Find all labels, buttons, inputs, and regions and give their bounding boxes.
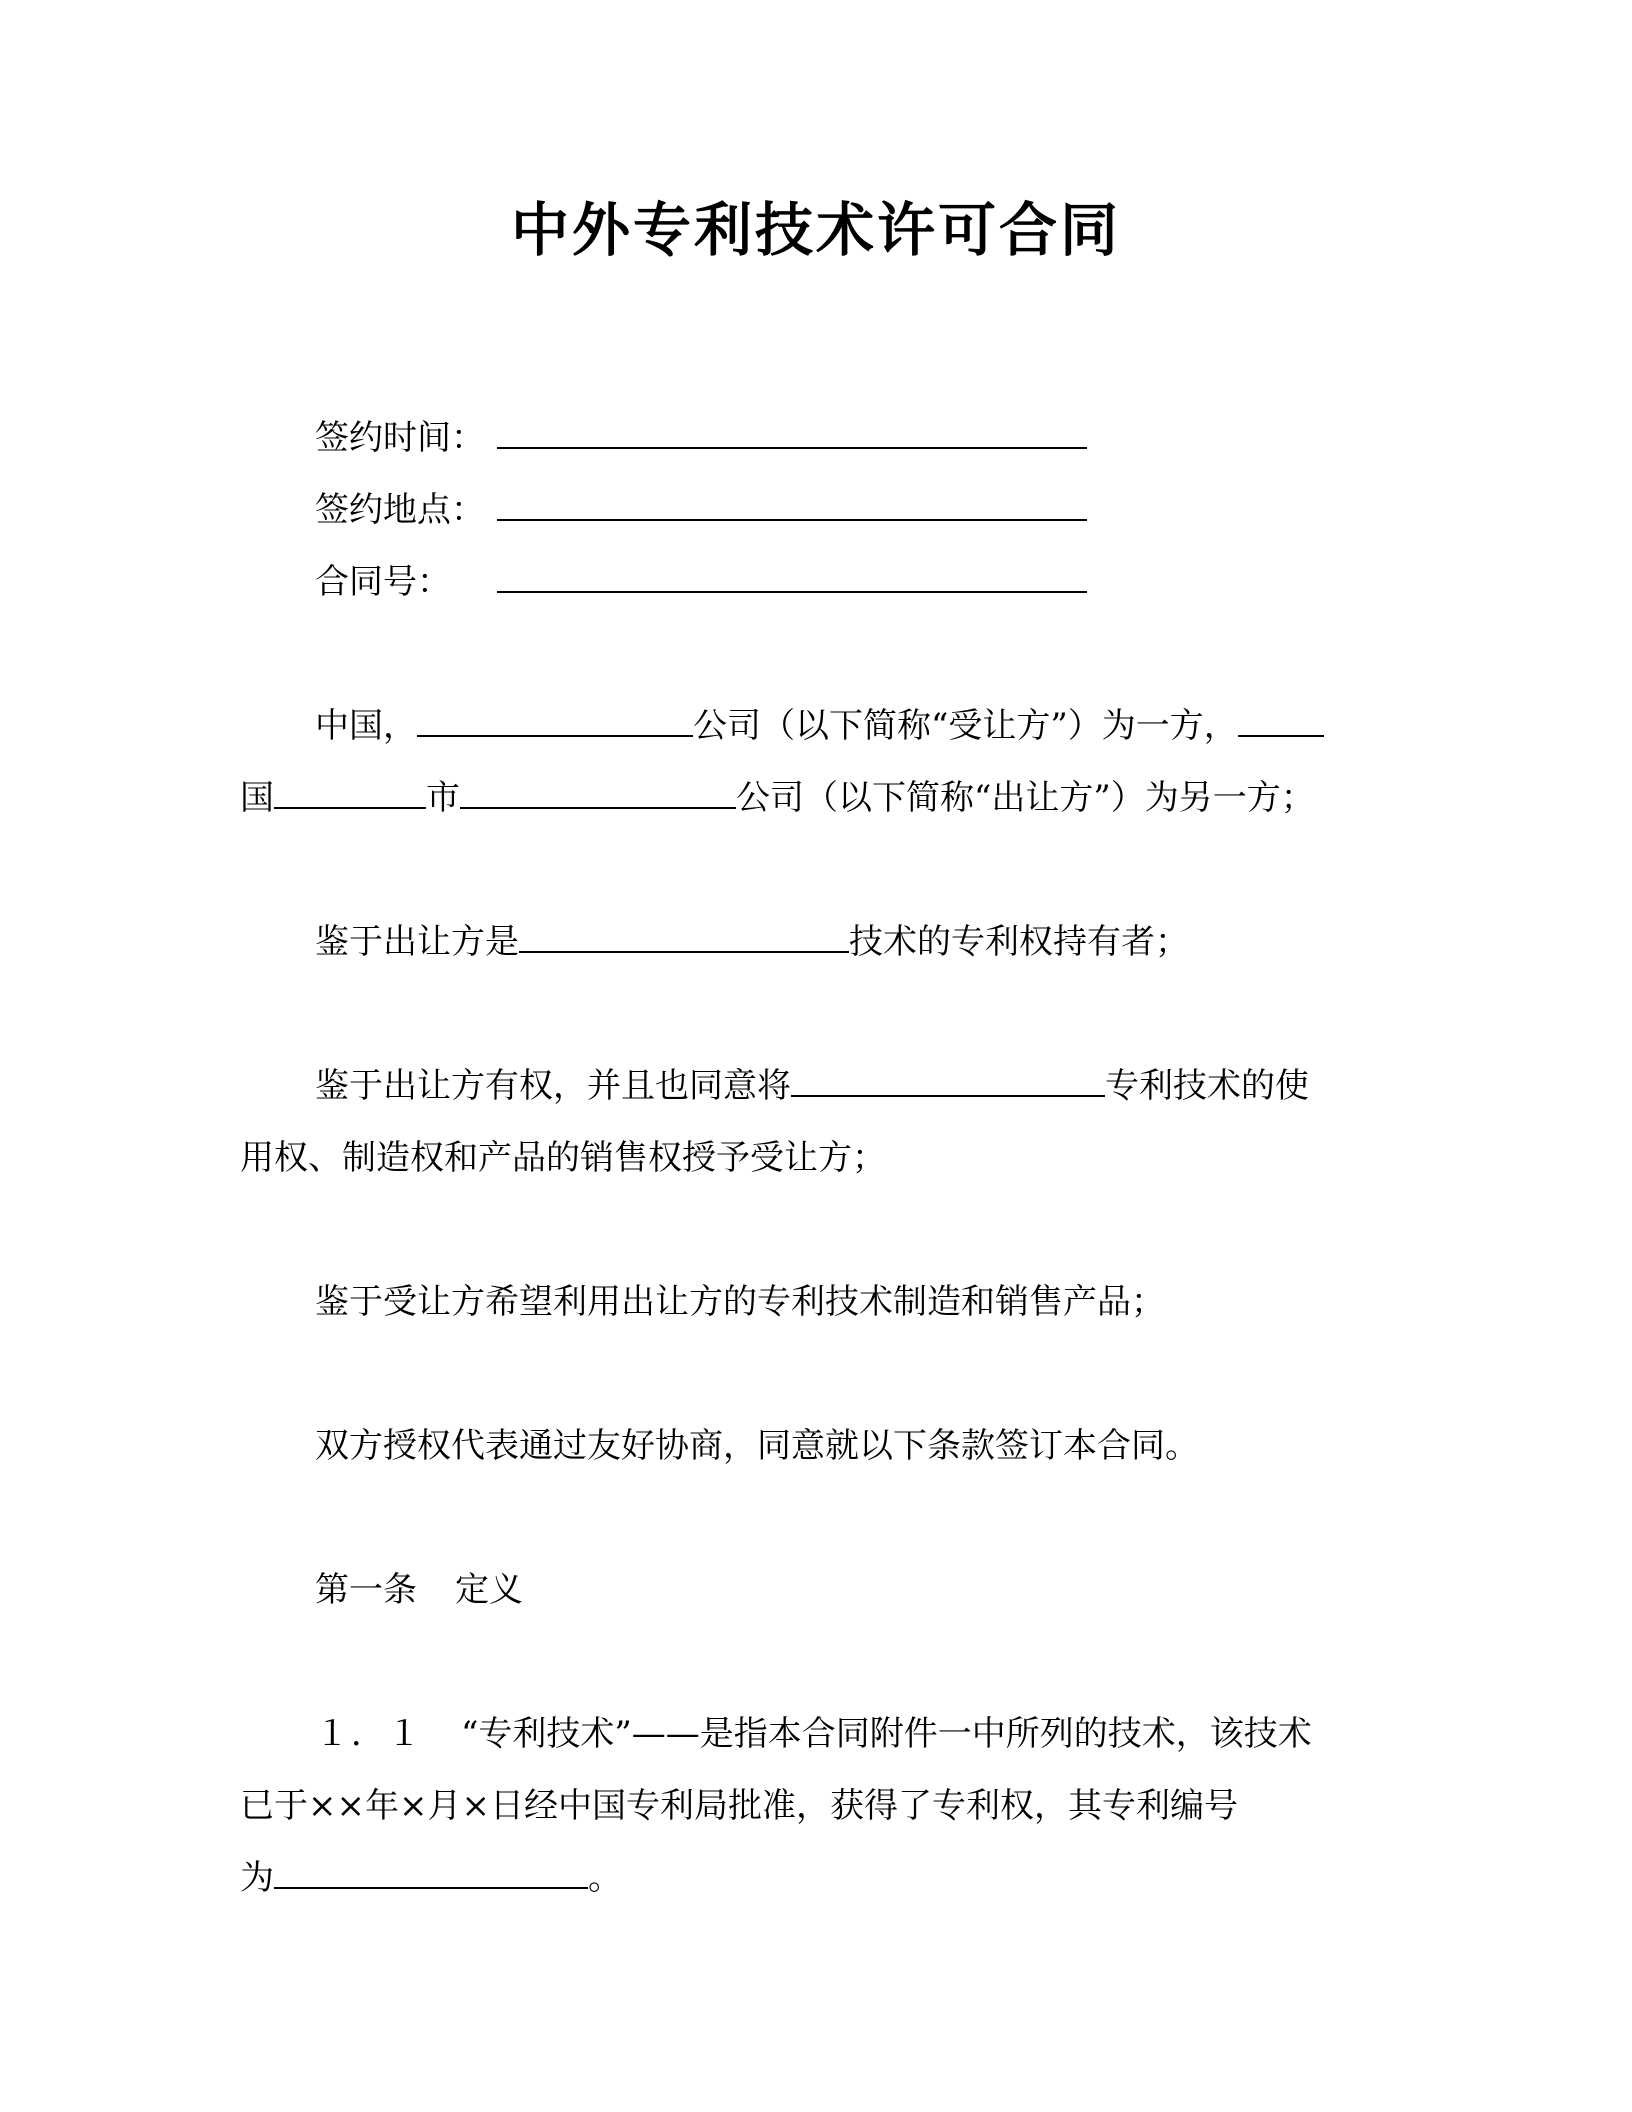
sign-date-blank <box>497 417 1087 449</box>
contract-number-row <box>315 558 1475 606</box>
assignor-text: 公司（以下简称“出让方”）为另一方； <box>736 778 1315 818</box>
whereas-2-line-2: 用权、制造权和产品的销售权授予受让方； <box>240 1138 886 1178</box>
article-1-heading <box>315 1566 1475 1614</box>
sign-place-label: 签约地点： <box>315 490 485 530</box>
agreement-sentence: 双方授权代表通过友好协商，同意就以下条款签订本合同。 <box>315 1426 1199 1466</box>
article-1-number: 第一条 <box>315 1570 417 1610</box>
assignor-company-blank <box>460 777 736 809</box>
assignor-country-blank <box>1238 705 1324 737</box>
sign-date-label: 签约时间： <box>315 418 485 458</box>
whereas-2-line-1 <box>315 1062 1475 1110</box>
whereas-3: 鉴于受让方希望利用出让方的专利技术制造和销售产品； <box>315 1282 1165 1322</box>
sign-place-row <box>315 486 1475 534</box>
clause-1-1-line-3 <box>240 1854 1400 1902</box>
city-text: 市 <box>426 778 460 818</box>
sign-date-row <box>315 414 1475 462</box>
whereas-1-prefix: 鉴于出让方是 <box>315 922 519 962</box>
whereas-2-prefix: 鉴于出让方有权，并且也同意将 <box>315 1066 791 1106</box>
article-1-title: 定义 <box>455 1570 523 1610</box>
parties-line-2 <box>240 774 1400 822</box>
clause-1-1-text: “专利技术”——是指本合同附件一中所列的技术，该技术 <box>461 1714 1312 1754</box>
patent-technology-blank <box>791 1065 1105 1097</box>
assignee-company-blank <box>417 705 693 737</box>
patent-number-blank <box>274 1857 588 1889</box>
sign-place-blank <box>497 489 1087 521</box>
whereas-2-suffix: 专利技术的使 <box>1105 1066 1309 1106</box>
whereas-1 <box>315 918 1475 966</box>
clause-1-1-number: １．１ <box>315 1714 423 1754</box>
assignor-city-country-blank <box>274 777 426 809</box>
technology-blank <box>519 921 849 953</box>
china-text: 中国， <box>315 706 417 746</box>
clause-1-1-line-3-suffix: 。 <box>588 1858 622 1898</box>
document-title: 中外专利技术许可合同 <box>510 196 1121 264</box>
clause-1-1-line-2: 已于××年×月×日经中国专利局批准，获得了专利权，其专利编号 <box>240 1786 1238 1826</box>
whereas-1-suffix: 技术的专利权持有者； <box>849 922 1189 962</box>
country-text: 国 <box>240 778 274 818</box>
parties-line-1 <box>315 702 1475 750</box>
contract-number-label: 合同号： <box>315 562 451 602</box>
clause-1-1-line-3-prefix: 为 <box>240 1858 274 1898</box>
clause-1-1-line-1 <box>315 1710 1475 1758</box>
assignee-text: 公司（以下简称“受让方”）为一方， <box>693 706 1238 746</box>
contract-number-blank <box>497 561 1087 593</box>
